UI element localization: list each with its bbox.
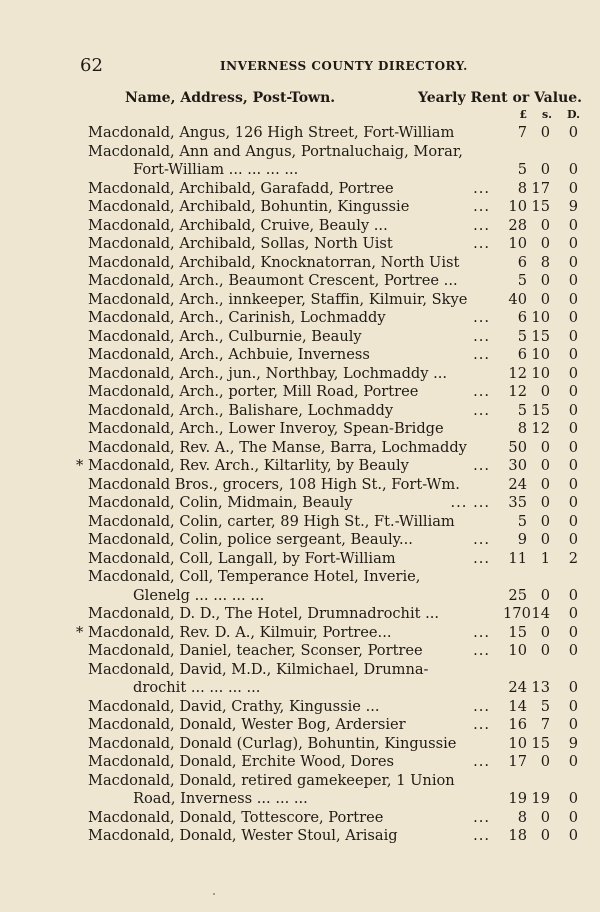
entry-text: Macdonald, Donald, Wester Stoul, Arisaig xyxy=(88,827,398,844)
value-pounds: 16 xyxy=(508,716,527,733)
value-pounds: 8 xyxy=(517,179,527,197)
value-shillings: 0 xyxy=(540,494,550,511)
directory-entry xyxy=(0,494,600,513)
directory-entry xyxy=(0,753,600,772)
entry-text: Macdonald, Coll, Langall, by Fort-William xyxy=(88,549,396,567)
value-pence: 2 xyxy=(568,549,578,567)
entry-text: Macdonald, Arch., innkeeper, Staffin, Kilmuir, Skye xyxy=(88,290,468,308)
column-heading-value: Yearly Rent or Value. xyxy=(418,90,583,106)
entry-text: Macdonald, Coll, Temperance Hotel, Inverie, xyxy=(88,568,421,585)
entry-text: Glenelg ... ... ... ... xyxy=(133,586,265,604)
value-pounds: 10 xyxy=(508,198,527,215)
directory-entry xyxy=(0,254,600,273)
value-shillings: 0 xyxy=(540,753,550,770)
entry-text: Macdonald, Rev. A., The Manse, Barra, Lochmaddy xyxy=(88,438,467,456)
value-pounds: 24 xyxy=(508,475,527,493)
running-title: INVERNESS COUNTY DIRECTORY. xyxy=(220,59,468,73)
leader-dots: ... xyxy=(473,753,490,770)
value-pence: 0 xyxy=(568,235,578,252)
value-pence: 0 xyxy=(568,420,578,437)
value-shillings: 5 xyxy=(540,697,550,715)
value-pence: 0 xyxy=(568,438,578,456)
value-pounds: 6 xyxy=(517,253,527,271)
directory-entry xyxy=(0,531,600,550)
value-shillings: 0 xyxy=(540,475,550,493)
entry-text: Macdonald, D. D., The Hotel, Drumnadrochit ... xyxy=(88,605,440,622)
value-pounds: 17 xyxy=(508,753,527,770)
value-pounds: 10 xyxy=(508,642,527,659)
page-header xyxy=(80,55,585,75)
entry-text: Macdonald, Donald, retired gamekeeper, 1 Union xyxy=(88,771,455,789)
entry-text: Macdonald, Donald, Erchite Wood, Dores xyxy=(88,753,395,770)
directory-entry xyxy=(0,476,600,495)
entry-text: Macdonald, Colin, carter, 89 High St., Ft.-William xyxy=(88,512,455,530)
value-pounds: 10 xyxy=(508,235,527,252)
value-pounds: 12 xyxy=(508,364,527,382)
unit-shillings: s. xyxy=(541,108,552,121)
directory-entry xyxy=(0,365,600,384)
leader-dots: ... xyxy=(473,346,490,363)
value-shillings: 0 xyxy=(540,531,550,548)
value-shillings: 0 xyxy=(540,642,550,659)
value-pence: 0 xyxy=(568,531,578,548)
value-pence: 0 xyxy=(568,161,578,178)
entry-text: Macdonald, Ann and Angus, Portnaluchaig, Morar, xyxy=(88,142,463,160)
column-headings xyxy=(0,90,600,106)
value-shillings: 0 xyxy=(540,161,550,178)
value-pounds: 28 xyxy=(508,216,527,234)
entry-text: Macdonald, Donald, Tottescore, Portree xyxy=(88,808,384,826)
directory-entry-continuation xyxy=(0,161,600,180)
directory-entry xyxy=(0,272,600,291)
leader-dots: ... xyxy=(473,549,490,567)
value-pence: 0 xyxy=(568,494,578,511)
entry-text: Macdonald, Arch., Carinish, Lochmaddy xyxy=(88,309,386,326)
value-shillings: 15 xyxy=(531,198,550,215)
value-pounds: 11 xyxy=(508,549,527,567)
leader-dots: ... xyxy=(473,327,490,345)
directory-entry xyxy=(0,180,600,199)
entry-text: Fort-William ... ... ... ... xyxy=(133,161,299,178)
value-shillings: 0 xyxy=(540,124,550,141)
value-pence: 9 xyxy=(568,198,578,215)
leader-dots: ... xyxy=(473,401,490,419)
entry-text: Macdonald, Arch., jun., Northbay, Lochmaddy ... xyxy=(88,364,448,382)
leader-dots: ... xyxy=(473,179,490,197)
unit-pounds: £ xyxy=(519,108,527,121)
directory-entry xyxy=(0,439,600,458)
directory-entry xyxy=(0,827,600,846)
entry-text: Macdonald, Archibald, Knocknatorran, North Uist xyxy=(88,253,460,271)
entry-text: Macdonald, Colin, police sergeant, Beauly... xyxy=(88,531,413,548)
directory-entry xyxy=(0,198,600,217)
value-shillings: 15 xyxy=(531,327,550,345)
directory-entry xyxy=(0,328,600,347)
value-shillings: 10 xyxy=(531,364,550,382)
entry-text: Macdonald, Arch., Beaumont Crescent, Portree ... xyxy=(88,272,458,289)
value-pounds: 6 xyxy=(517,346,527,363)
value-pence: 0 xyxy=(568,808,578,826)
entry-text: Macdonald, Archibald, Bohuntin, Kingussie xyxy=(88,198,410,215)
value-shillings: 1 xyxy=(540,549,550,567)
directory-entry xyxy=(0,513,600,532)
entry-text: Road, Inverness ... ... ... xyxy=(133,790,308,807)
entry-text: Macdonald, Rev. D. A., Kilmuir, Portree... xyxy=(88,623,392,641)
leader-dots: ... xyxy=(473,531,490,548)
value-pounds: 30 xyxy=(508,457,527,474)
value-shillings: 7 xyxy=(540,716,550,733)
value-pounds: 40 xyxy=(508,290,527,308)
directory-entry-continuation xyxy=(0,790,600,809)
value-pence: 0 xyxy=(568,697,578,715)
leader-dots: ... xyxy=(473,642,490,659)
unit-pence: D. xyxy=(567,108,580,121)
value-pounds: 6 xyxy=(517,309,527,326)
entry-text: Macdonald, Archibald, Garafadd, Portree xyxy=(88,179,394,197)
directory-entry xyxy=(0,772,600,791)
value-pounds: 25 xyxy=(508,586,527,604)
entry-text: Macdonald, Donald (Curlag), Bohuntin, Kingussie xyxy=(88,734,457,752)
value-pence: 0 xyxy=(568,253,578,271)
value-pounds: 5 xyxy=(517,272,527,289)
leader-dots: ... xyxy=(473,697,490,715)
entry-text: Macdonald, Angus, 126 High Street, Fort-William xyxy=(88,124,455,141)
directory-entry xyxy=(0,605,600,624)
value-shillings: 10 xyxy=(531,346,550,363)
value-pounds: 12 xyxy=(508,383,527,400)
directory-entry xyxy=(0,661,600,680)
directory-entry xyxy=(0,716,600,735)
value-pence: 0 xyxy=(568,309,578,326)
entry-text: drochit ... ... ... ... xyxy=(133,679,261,696)
value-shillings: 19 xyxy=(531,790,550,807)
entry-text: Macdonald, Archibald, Cruive, Beauly ... xyxy=(88,216,388,234)
value-shillings: 0 xyxy=(540,808,550,826)
value-pence: 0 xyxy=(568,457,578,474)
value-pounds: 5 xyxy=(517,401,527,419)
entry-text: Macdonald, Colin, Midmain, Beauly xyxy=(88,494,353,511)
entry-text: Macdonald Bros., grocers, 108 High St., Fort-Wm. xyxy=(88,475,460,493)
value-shillings: 12 xyxy=(531,420,550,437)
leader-dots: ... xyxy=(473,716,490,733)
value-shillings: 13 xyxy=(531,679,550,696)
value-pence: 0 xyxy=(568,642,578,659)
value-pence: 0 xyxy=(568,401,578,419)
value-shillings: 0 xyxy=(540,827,550,844)
value-shillings: 0 xyxy=(540,272,550,289)
paper-speck xyxy=(213,893,215,895)
value-pence: 0 xyxy=(568,753,578,770)
directory-entry-continuation xyxy=(0,587,600,606)
entry-text: Macdonald, Rev. Arch., Kiltarlity, by Beauly xyxy=(88,457,409,474)
page-number: 62 xyxy=(80,55,103,76)
value-pounds: 50 xyxy=(508,438,527,456)
value-pence: 0 xyxy=(568,124,578,141)
directory-entry xyxy=(0,217,600,236)
value-shillings: 15 xyxy=(531,401,550,419)
value-pence: 0 xyxy=(568,383,578,400)
value-pence: 0 xyxy=(568,179,578,197)
directory-entry xyxy=(0,235,600,254)
entry-text: Macdonald, Arch., Balishare, Lochmaddy xyxy=(88,401,394,419)
value-pence: 0 xyxy=(568,364,578,382)
entry-text: Macdonald, Donald, Wester Bog, Ardersier xyxy=(88,716,406,733)
value-pence: 0 xyxy=(568,605,578,622)
value-shillings: 0 xyxy=(540,216,550,234)
entry-text: Macdonald, Archibald, Sollas, North Uist xyxy=(88,235,393,252)
leader-dots: ... xyxy=(473,235,490,252)
value-pence: 0 xyxy=(568,679,578,696)
value-pence: 0 xyxy=(568,716,578,733)
value-pounds: 8 xyxy=(517,420,527,437)
value-pounds: 19 xyxy=(508,790,527,807)
directory-entry xyxy=(0,143,600,162)
value-pence: 9 xyxy=(568,734,578,752)
entry-text: Macdonald, Arch., porter, Mill Road, Portree xyxy=(88,383,419,400)
value-pence: 0 xyxy=(568,827,578,844)
voter-mark: * xyxy=(76,623,84,641)
value-pounds: 14 xyxy=(508,697,527,715)
directory-entry xyxy=(0,124,600,143)
directory-entry xyxy=(0,309,600,328)
value-pounds: 8 xyxy=(517,808,527,826)
leader-dots: ... xyxy=(473,808,490,826)
entry-text: Macdonald, Arch., Culburnie, Beauly xyxy=(88,327,362,345)
value-pounds: 18 xyxy=(508,827,527,844)
entry-text: Macdonald, Arch., Lower Inveroy, Spean-Bridge xyxy=(88,420,444,437)
value-pence: 0 xyxy=(568,475,578,493)
directory-entry xyxy=(0,346,600,365)
value-shillings: 0 xyxy=(540,586,550,604)
directory-entry xyxy=(0,457,600,476)
entry-text: Macdonald, Arch., Achbuie, Inverness xyxy=(88,346,370,363)
value-pounds: 5 xyxy=(517,161,527,178)
leader-dots: ... xyxy=(473,309,490,326)
value-shillings: 8 xyxy=(540,253,550,271)
voter-mark: * xyxy=(76,457,84,474)
directory-entry xyxy=(0,568,600,587)
leader-dots: ... xyxy=(473,457,490,474)
value-pence: 0 xyxy=(568,272,578,289)
value-shillings: 14 xyxy=(531,605,550,622)
value-pence: 0 xyxy=(568,216,578,234)
value-pounds: 24 xyxy=(508,679,527,696)
directory-entry xyxy=(0,624,600,643)
value-shillings: 0 xyxy=(540,623,550,641)
column-heading-name: Name, Address, Post-Town. xyxy=(125,90,336,106)
directory-entry xyxy=(0,698,600,717)
value-shillings: 15 xyxy=(531,734,550,752)
leader-dots: ... xyxy=(473,827,490,844)
value-pence: 0 xyxy=(568,623,578,641)
directory-entries xyxy=(0,124,600,846)
leader-dots: ... xyxy=(473,198,490,215)
value-pounds: 35 xyxy=(508,494,527,511)
leader-dots: ... xyxy=(473,383,490,400)
directory-entry xyxy=(0,735,600,754)
value-pence: 0 xyxy=(568,790,578,807)
leader-dots: ... xyxy=(473,623,490,641)
value-shillings: 17 xyxy=(531,179,550,197)
value-shillings: 0 xyxy=(540,512,550,530)
directory-entry xyxy=(0,809,600,828)
value-shillings: 0 xyxy=(540,235,550,252)
value-pence: 0 xyxy=(568,327,578,345)
value-shillings: 0 xyxy=(540,438,550,456)
value-pounds: 170 xyxy=(503,605,531,622)
value-shillings: 0 xyxy=(540,290,550,308)
value-pounds: 5 xyxy=(517,512,527,530)
value-pence: 0 xyxy=(568,290,578,308)
value-shillings: 0 xyxy=(540,383,550,400)
value-pence: 0 xyxy=(568,346,578,363)
entry-text: Macdonald, David, M.D., Kilmichael, Drumna- xyxy=(88,660,429,678)
value-pounds: 9 xyxy=(517,531,527,548)
value-pence: 0 xyxy=(568,512,578,530)
value-pounds: 5 xyxy=(517,327,527,345)
leader-dots: ... xyxy=(473,216,490,234)
value-pence: 0 xyxy=(568,586,578,604)
directory-entry xyxy=(0,642,600,661)
directory-entry xyxy=(0,291,600,310)
entry-text: Macdonald, David, Crathy, Kingussie ... xyxy=(88,697,380,715)
directory-entry xyxy=(0,420,600,439)
value-pounds: 7 xyxy=(517,124,527,141)
directory-entry-continuation xyxy=(0,679,600,698)
value-shillings: 10 xyxy=(531,309,550,326)
directory-entry xyxy=(0,550,600,569)
currency-units xyxy=(0,108,600,122)
leader-dots: ... ... xyxy=(450,494,490,511)
directory-entry xyxy=(0,402,600,421)
value-pounds: 15 xyxy=(508,623,527,641)
entry-text: Macdonald, Daniel, teacher, Sconser, Portree xyxy=(88,642,423,659)
value-pounds: 10 xyxy=(508,734,527,752)
directory-entry xyxy=(0,383,600,402)
value-shillings: 0 xyxy=(540,457,550,474)
